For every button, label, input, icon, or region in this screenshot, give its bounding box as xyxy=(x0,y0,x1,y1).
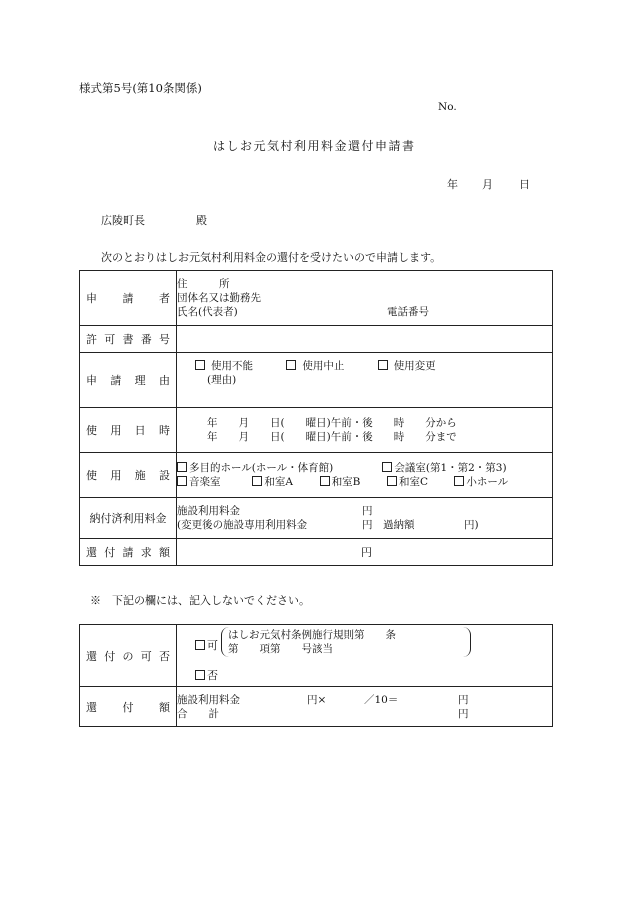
datetime-to[interactable]: 年 月 日( 曜日)午前・後 時 分まで xyxy=(207,431,457,443)
checkbox-washitsu-b[interactable] xyxy=(320,476,330,486)
refund-multiply: 円× xyxy=(307,693,327,706)
date-month: 月 xyxy=(482,178,493,191)
refund-fee-label: 施設利用料金 xyxy=(177,693,240,706)
facility-washitsu-c-label: 和室C xyxy=(399,476,429,488)
regulation-item: 第 項第 号該当 xyxy=(228,643,333,655)
facility-small-hall-label: 小ホール xyxy=(466,476,509,488)
reason-row xyxy=(80,353,553,408)
paid-yen: 円 xyxy=(362,505,373,517)
office-use-table xyxy=(79,624,553,727)
org-label: 団体名又は勤務先 xyxy=(177,292,261,304)
refund-amount-row xyxy=(80,687,553,727)
facility-label: 使 用 施 設 xyxy=(86,469,170,482)
permit-field[interactable] xyxy=(177,326,553,353)
date-year: 年 xyxy=(447,178,458,191)
paid-row xyxy=(80,498,553,539)
application-table xyxy=(79,270,553,566)
facility-meeting-label: 会議室(第1・第2・第3) xyxy=(394,462,507,474)
checkbox-washitsu-c[interactable] xyxy=(387,476,397,486)
refund-total-label: 合 計 xyxy=(177,707,219,720)
form-id: 様式第5号(第10条関係) xyxy=(79,81,202,95)
checkbox-approve[interactable] xyxy=(195,640,205,650)
checkbox-small-hall[interactable] xyxy=(454,476,464,486)
reason-change-label: 使用変更 xyxy=(393,360,436,372)
approval-row xyxy=(80,625,553,687)
paid-facility-fee-label: 施設利用料金 xyxy=(177,505,240,517)
paid-changed-fee-label: (変更後の施設専用利用料金 xyxy=(177,519,308,531)
refund-ratio: ／10＝ xyxy=(364,693,399,706)
datetime-label: 使 用 日 時 xyxy=(86,424,170,437)
checkbox-unusable[interactable] xyxy=(195,360,205,370)
facility-washitsu-b-label: 和室B xyxy=(331,476,361,488)
facility-row xyxy=(80,453,553,498)
office-use-notice: ※ 下記の欄には、記入しないでください。 xyxy=(90,594,310,607)
checkbox-change[interactable] xyxy=(378,360,388,370)
checkbox-meeting-room[interactable] xyxy=(382,462,392,472)
claim-yen: 円 xyxy=(361,546,372,559)
facility-music-label: 音楽室 xyxy=(189,476,221,488)
page-title: はしお元気村利用料金還付申請書 xyxy=(213,139,416,153)
checkbox-music-room[interactable] xyxy=(177,476,187,486)
address-label: 住 所 xyxy=(177,278,230,290)
checkbox-deny[interactable] xyxy=(195,670,205,680)
form-number: No. xyxy=(438,101,457,113)
name-label: 氏名(代表者) xyxy=(177,306,238,318)
refund-yen: 円 xyxy=(458,693,469,706)
datetime-from[interactable]: 年 月 日( 曜日)午前・後 時 分から xyxy=(207,417,457,429)
overpay-label: 円 過納額 xyxy=(362,519,415,531)
applicant-row xyxy=(80,271,553,326)
addressee: 広陵町長 xyxy=(101,214,145,227)
facility-hall-label: 多目的ホール(ホール・体育館) xyxy=(189,462,334,474)
checkbox-hall[interactable] xyxy=(177,462,187,472)
approve-label: 可 xyxy=(207,639,218,652)
refund-amount-label: 還 付 額 xyxy=(86,700,170,714)
claim-row xyxy=(80,539,553,566)
permit-row xyxy=(80,326,553,353)
facility-washitsu-a-label: 和室A xyxy=(264,476,293,488)
honorific: 殿 xyxy=(196,214,207,227)
refund-total-yen: 円 xyxy=(458,707,469,720)
intro-text: 次のとおりはしお元気村利用料金の還付を受けたいので申請します。 xyxy=(101,251,442,264)
datetime-row xyxy=(80,408,553,453)
regulation-article: はしお元気村条例施行規則第 条 xyxy=(228,629,396,641)
reason-unusable-label: 使用不能 xyxy=(211,360,253,372)
paid-label: 納付済利用料金 xyxy=(89,512,167,525)
reason-note: (理由) xyxy=(207,374,237,386)
claim-amount[interactable] xyxy=(177,539,553,566)
reason-cancel-label: 使用中止 xyxy=(302,360,345,372)
checkbox-washitsu-a[interactable] xyxy=(252,476,262,486)
approval-label: 還 付 の 可 否 xyxy=(86,649,170,663)
phone-label: 電話番号 xyxy=(387,306,429,318)
date-day: 日 xyxy=(519,178,530,191)
permit-label: 許 可 書 番 号 xyxy=(86,333,170,346)
checkbox-cancel[interactable] xyxy=(286,360,296,370)
deny-label: 否 xyxy=(207,669,218,682)
paid-yen-close: 円) xyxy=(464,519,479,531)
claim-label: 還 付 請 求 額 xyxy=(86,546,170,559)
applicant-label: 申 請 者 xyxy=(86,292,170,305)
reason-label: 申 請 理 由 xyxy=(86,374,170,387)
